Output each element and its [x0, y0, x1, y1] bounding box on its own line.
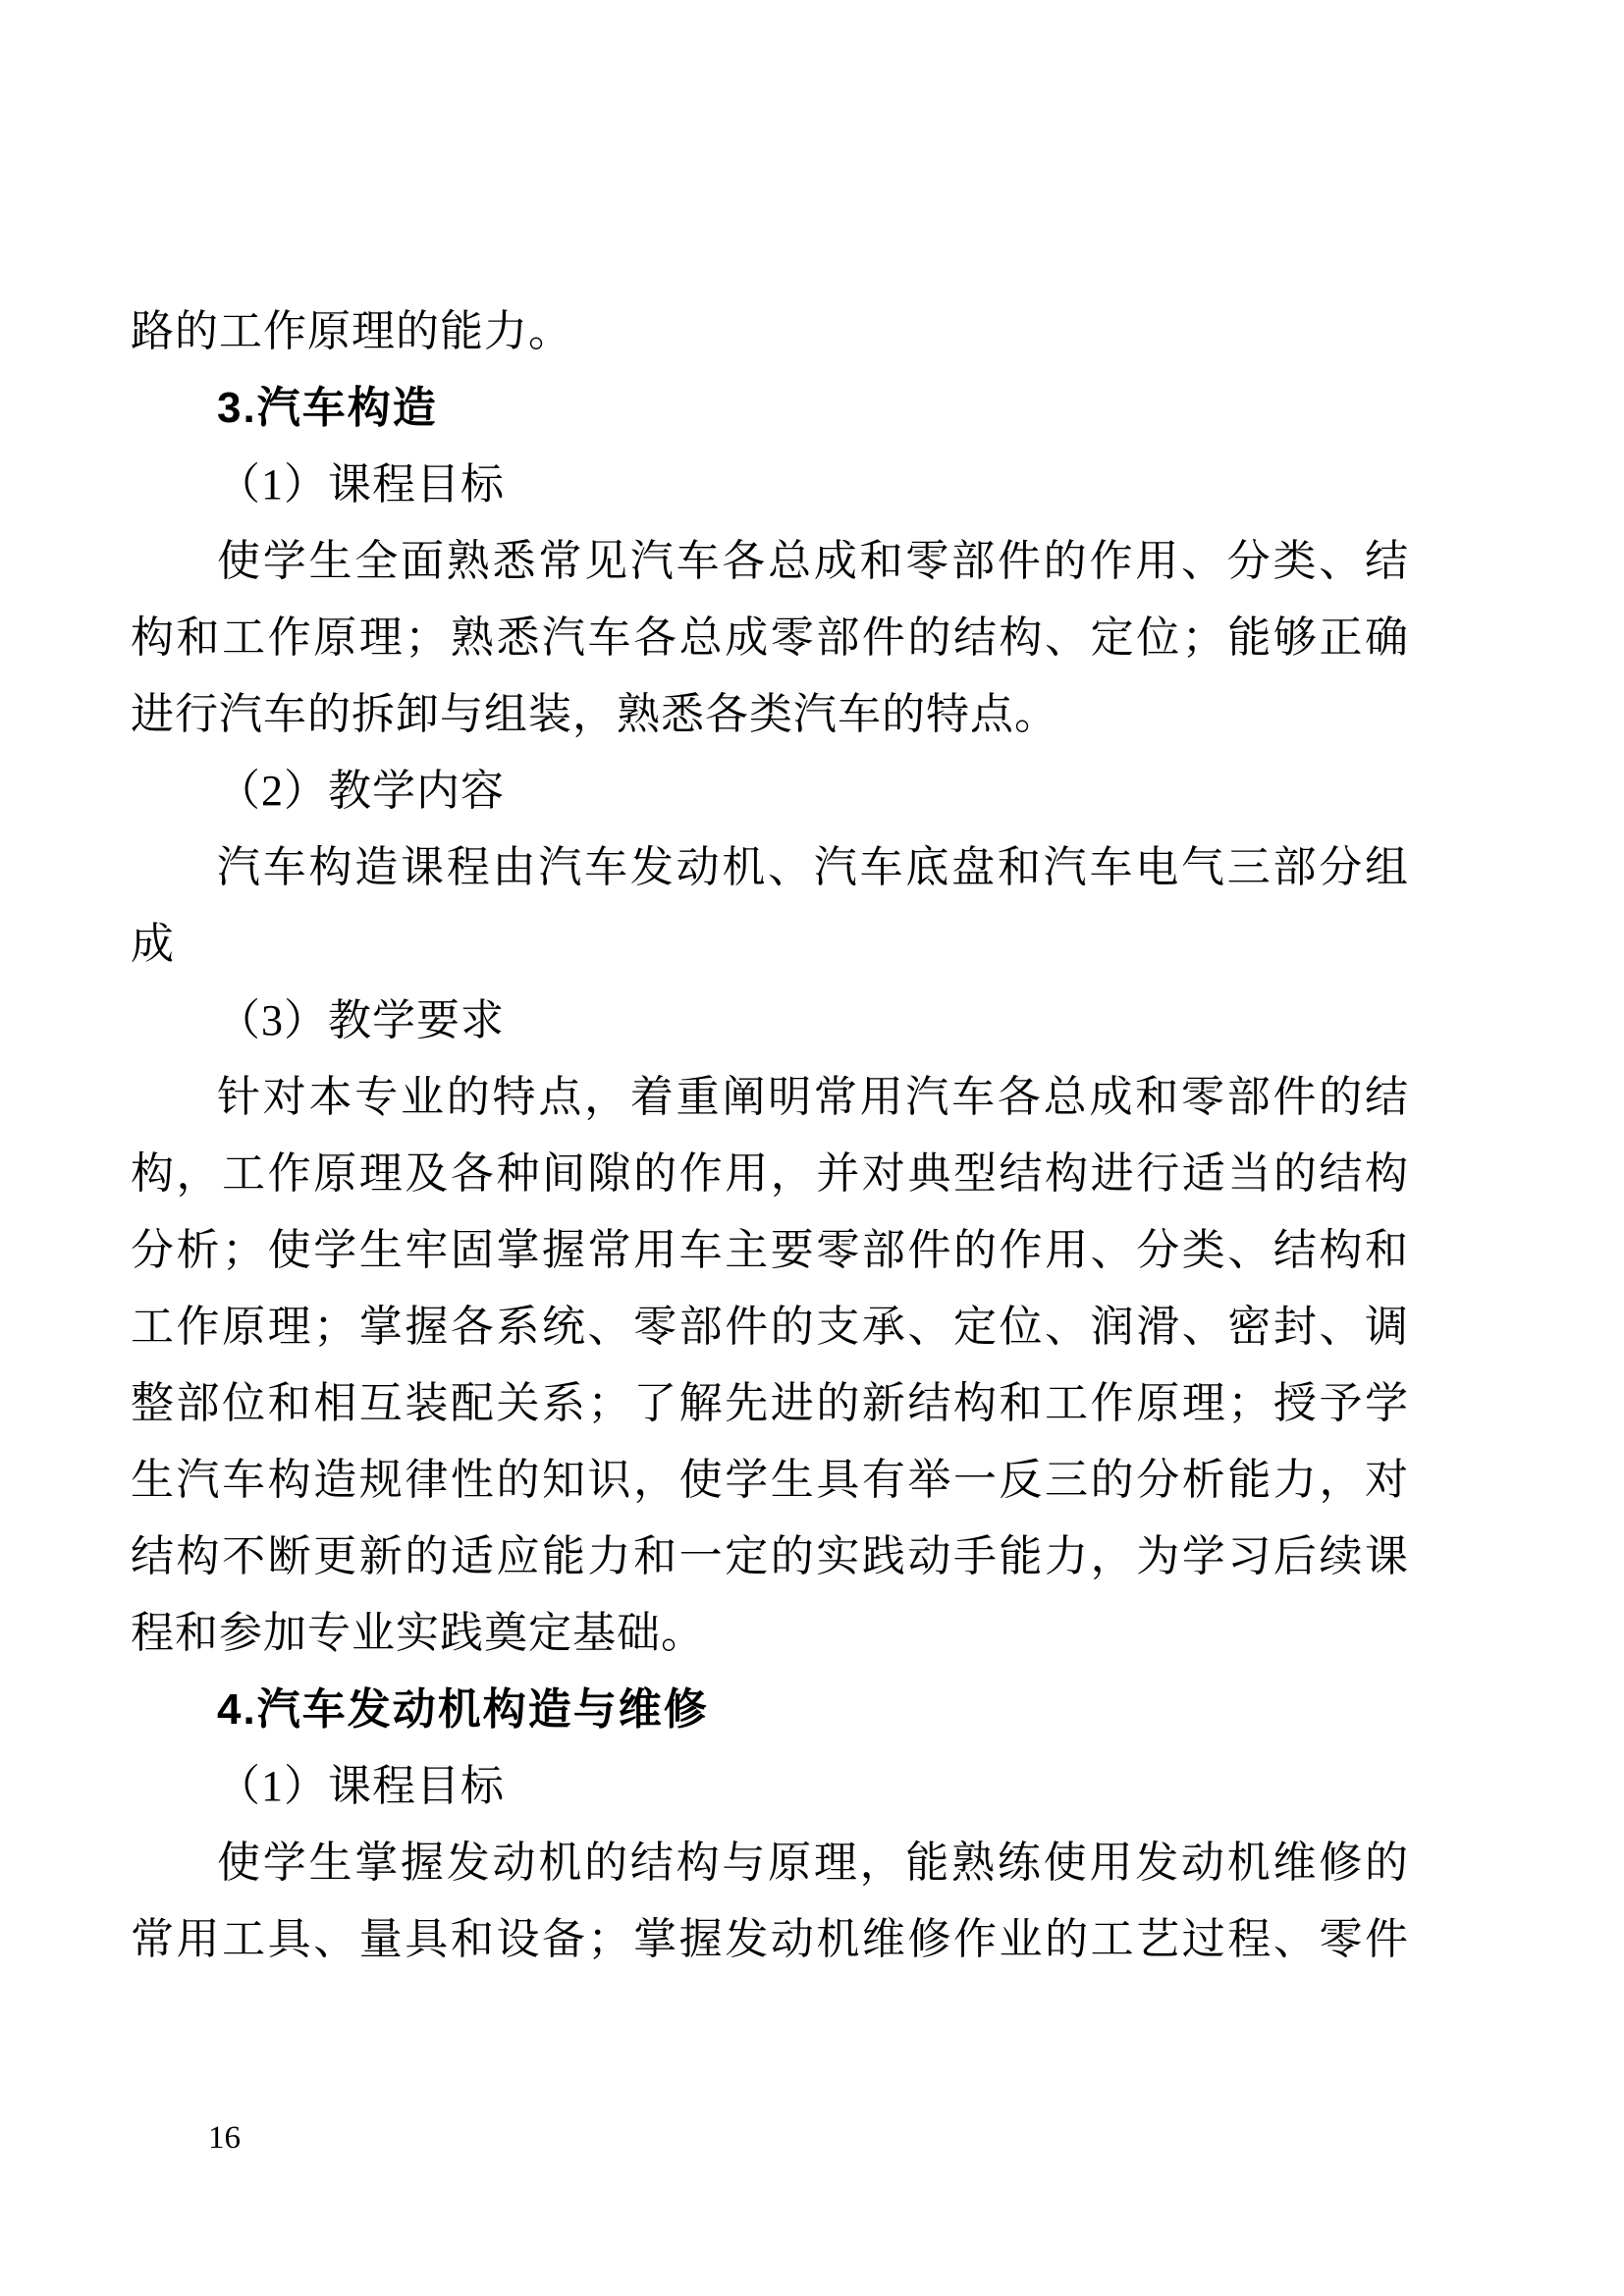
text-line: 构，工作原理及各种间隙的作用，并对典型结构进行适当的结构 [131, 1149, 1409, 1198]
text-line: 构和工作原理；熟悉汽车各总成零部件的结构、定位；能够正确 [131, 614, 1409, 662]
text-line: 针对本专业的特点，着重阐明常用汽车各总成和零部件的结 [217, 1073, 1409, 1121]
text-line: 生汽车构造规律性的知识，使学生具有举一反三的分析能力，对 [131, 1456, 1409, 1504]
text-line: 汽车构造课程由汽车发动机、汽车底盘和汽车电气三部分组 [217, 843, 1409, 891]
text-line: （1）课程目标 [217, 1762, 505, 1810]
section-heading: 3.汽车构造 [217, 384, 438, 432]
text-line: 分析；使学生牢固掌握常用车主要零部件的作用、分类、结构和 [131, 1226, 1409, 1274]
text-line: 常用工具、量具和设备；掌握发动机维修作业的工艺过程、零件 [131, 1915, 1409, 1963]
text-block [131, 294, 1409, 1978]
text-line: 路的工作原理的能力。 [131, 307, 572, 355]
text-line: 结构不断更新的适应能力和一定的实践动手能力，为学习后续课 [131, 1532, 1409, 1580]
text-line: 程和参加专业实践奠定基础。 [131, 1609, 705, 1657]
text-line: 成 [131, 920, 175, 968]
text-line: （1）课程目标 [217, 460, 505, 508]
text-line: 进行汽车的拆卸与组装，熟悉各类汽车的特点。 [131, 690, 1058, 738]
text-line: 整部位和相互装配关系；了解先进的新结构和工作原理；授予学 [131, 1379, 1409, 1427]
text-line: 使学生全面熟悉常见汽车各总成和零部件的作用、分类、结 [217, 537, 1409, 585]
section-heading: 4.汽车发动机构造与维修 [217, 1685, 709, 1734]
page-number: 16 [208, 2120, 241, 2156]
text-line: 工作原理；掌握各系统、零部件的支承、定位、润滑、密封、调 [131, 1303, 1409, 1351]
text-line: （3）教学要求 [217, 996, 505, 1044]
text-line: （2）教学内容 [217, 767, 505, 815]
text-line: 使学生掌握发动机的结构与原理，能熟练使用发动机维修的 [217, 1839, 1409, 1887]
